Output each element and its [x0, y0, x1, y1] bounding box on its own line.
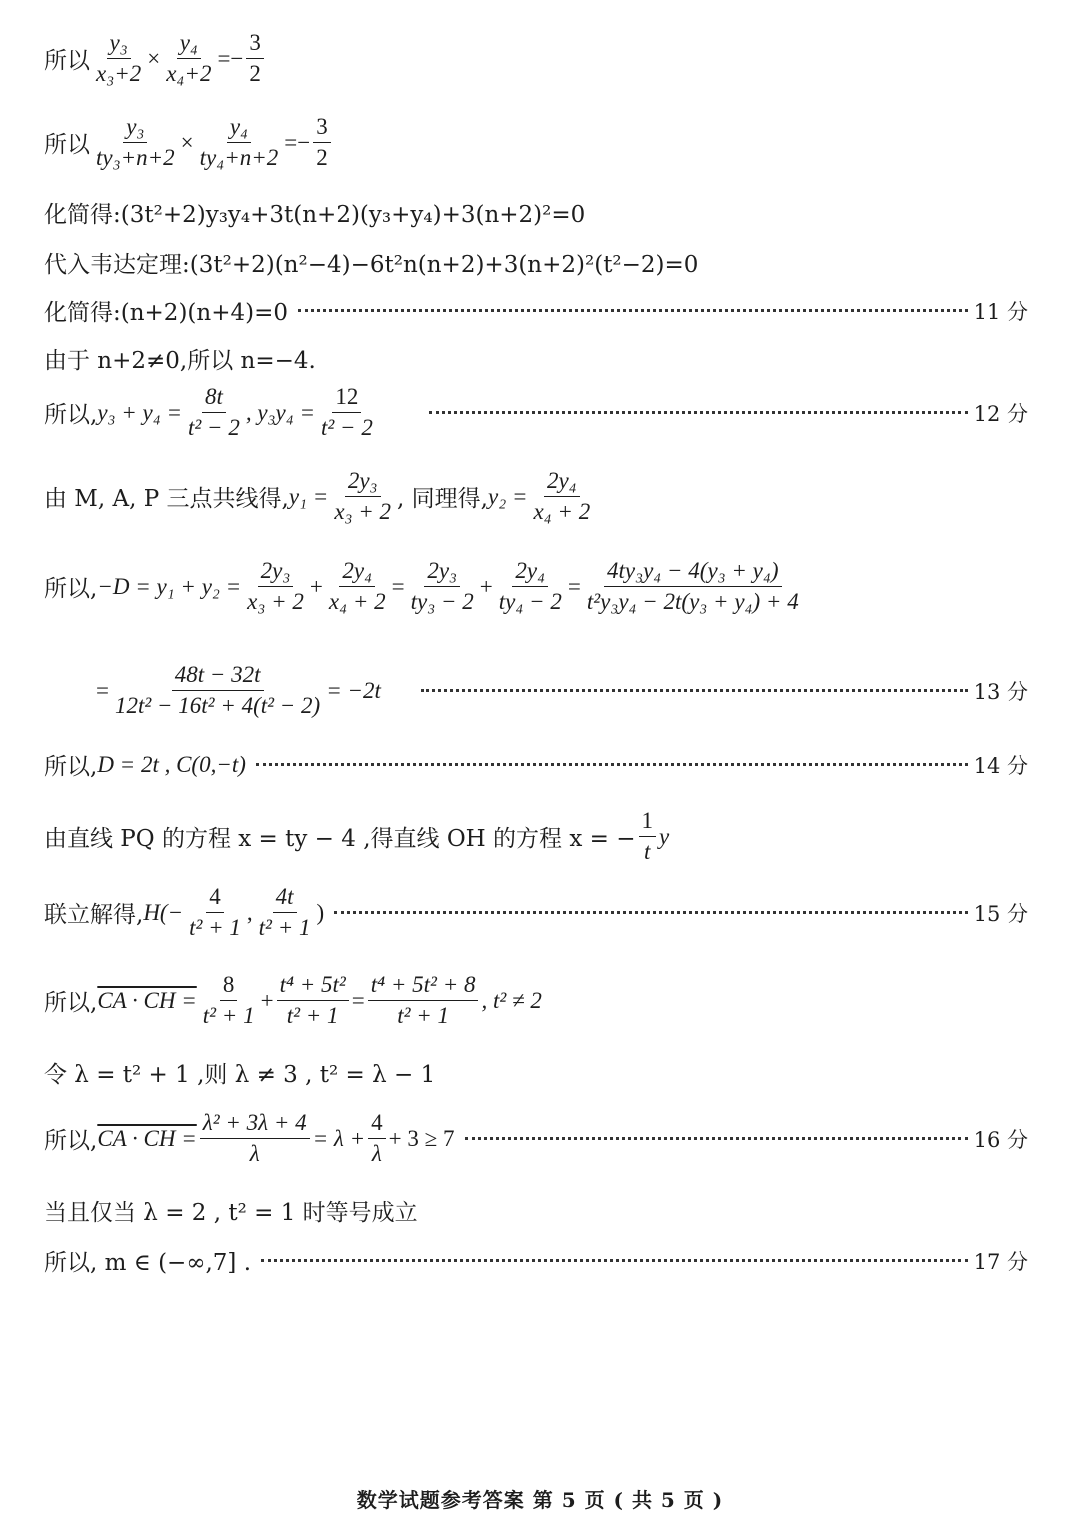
- operator: =−: [284, 129, 311, 155]
- prefix: 由直线 PQ 的方程 x = ty − 4 ,得直线 OH 的方程 x = −: [44, 826, 636, 852]
- line-9: 所以, −D = y₁ + y₂ = $\frac{\text{2y₃}}{\text{x₃ + 2}}$ + $\frac{\text{2y₄}}{\text{x₄ + 2}}$ = $\frac{\text{2y₃}}{\text{ty₃ − 2}}$ + $\frac{\text{2y₄}}{\text{ty₄ − 2}}$ = $\frac{\text{4ty₃y₄ − 4(y₃ + y₄)}}{\text{t²y₃y₄ − 2t(y₃ + y₄) + 4}}$: [44, 556, 1028, 617]
- fraction: $\frac{4t}{\text{t² + 1}}$: [258, 884, 311, 940]
- prefix: 所以,: [44, 754, 98, 780]
- fraction: $\frac{\text{2y₄}}{\text{ty₄ − 2}}$: [498, 558, 562, 614]
- fraction: $\frac{\text{2y₃}}{\text{x₃ + 2}}$: [334, 468, 392, 524]
- math-text: = λ +: [312, 1125, 366, 1151]
- line-4: [44, 246, 1028, 279]
- math-text: =: [351, 987, 365, 1013]
- equation-text: 代入韦达定理:(3t²+2)(n²−4)−6t²n(n+2)+3(n+2)²(t²−2)=0: [44, 252, 699, 278]
- fraction: $\frac{\text{4ty₃y₄ − 4(y₃ + y₄)}}{\text{t²y₃y₄ − 2t(y₃ + y₄) + 4}}$: [586, 558, 799, 614]
- dotted-leader: [429, 411, 968, 414]
- score-label: 15 分: [973, 901, 1028, 926]
- fraction: $\frac{\text{y₃}}{\text{x₃+2}}$: [96, 30, 142, 86]
- prefix: 所以,: [44, 402, 98, 428]
- fraction: $\frac{\text{y₄}}{\text{x₄+2}}$: [166, 30, 212, 86]
- math-text: + 3 ≥ 7: [388, 1125, 455, 1151]
- fraction: $\frac{8t}{\text{t² − 2}}$: [188, 384, 240, 440]
- math-text: y: [659, 823, 670, 849]
- math-text: −D = y₁ + y₂ =: [97, 573, 242, 599]
- line-10: [96, 660, 1028, 721]
- dotted-leader: [256, 763, 968, 766]
- dotted-leader: [421, 689, 968, 692]
- line-1: [44, 28, 1028, 89]
- score-label: 14 分: [973, 753, 1028, 778]
- fraction: $\frac{\text{2y₄}}{\text{x₄ + 2}}$: [533, 468, 591, 524]
- vector-text: CA · CH =: [97, 1125, 197, 1151]
- line-12: [44, 806, 1028, 867]
- math-text: y₃ + y₄ =: [97, 399, 183, 425]
- operator: ×: [180, 129, 194, 155]
- operator: =−: [217, 45, 244, 71]
- equation-text: 由于 n+2≠0,所以 n=−4.: [44, 348, 316, 374]
- prefix: 所以: [44, 48, 90, 74]
- math-text: , t² ≠ 2: [481, 987, 542, 1013]
- equation-text: 当且仅当 λ = 2 , t² = 1 时等号成立: [44, 1200, 418, 1226]
- fraction: $\frac{12}{\text{t² − 2}}$: [321, 384, 373, 440]
- fraction: $\frac{\text{2y₃}}{\text{ty₃ − 2}}$: [410, 558, 474, 614]
- prefix: 由 M, A, P 三点共线得,: [44, 486, 289, 512]
- line-6: [44, 342, 1028, 375]
- equation-text: 化简得:(3t²+2)y₃y₄+3t(n+2)(y₃+y₄)+3(n+2)²=0: [44, 202, 586, 228]
- prefix: 联立解得,: [44, 902, 144, 928]
- fraction: $\frac{\text{y₄}}{\text{ty₄+n+2}}$: [199, 114, 279, 170]
- math-text: H(−: [143, 899, 184, 925]
- fraction: $\frac{48t - 32t}{\text{12t² − 16t² + 4(t² − 2)}}$: [114, 662, 321, 718]
- line-14: [44, 970, 1028, 1031]
- prefix: 所以: [44, 132, 90, 158]
- fraction: $\frac{8}{\text{t² + 1}}$: [202, 972, 255, 1028]
- page-footer: 数学试题参考答案 第 5 页 ( 共 5 页 ): [356, 1488, 724, 1512]
- equation-text: 令 λ = t² + 1 ,则 λ ≠ 3 , t² = λ − 1: [44, 1062, 436, 1088]
- operator: ×: [147, 45, 161, 71]
- prefix: 所以,: [44, 576, 98, 602]
- dotted-leader: [261, 1259, 968, 1262]
- text: , 同理得,: [397, 486, 488, 512]
- line-2: [44, 112, 1028, 173]
- math-text: +: [260, 987, 274, 1013]
- fraction: $\frac{4}{\lambda}$: [368, 1108, 386, 1169]
- fraction: $\frac{\text{λ² + 3λ + 4}}{\lambda}$: [200, 1108, 310, 1169]
- line-17: [44, 1194, 1028, 1227]
- score-label: 16 分: [973, 1127, 1028, 1152]
- score-label: 17 分: [973, 1249, 1028, 1274]
- line-18: [44, 1244, 1028, 1277]
- math-text: , y₃y₄ =: [245, 399, 316, 425]
- fraction: $\frac{1}{t}$: [639, 806, 657, 867]
- dotted-leader: [298, 309, 968, 312]
- line-15: [44, 1056, 1028, 1089]
- fraction: $\frac{\text{t⁴ + 5t² + 8}}{\text{t² + 1}}$: [368, 970, 479, 1031]
- line-3: [44, 196, 1028, 229]
- fraction: $\frac{3}{2}$: [246, 28, 264, 89]
- line-16: [44, 1108, 1028, 1169]
- vector-text: CA · CH =: [97, 987, 197, 1013]
- fraction: $\frac{\text{2y₄}}{\text{x₄ + 2}}$: [328, 558, 386, 614]
- score-label: 13 分: [973, 679, 1028, 704]
- equation-text: 化简得:(n+2)(n+4)=0: [44, 300, 288, 326]
- line-13: [44, 882, 1028, 943]
- math-text: = −2t: [326, 677, 381, 703]
- math-text: ): [316, 899, 325, 925]
- fraction: $\frac{3}{2}$: [313, 112, 331, 173]
- line-5: [44, 294, 1028, 327]
- line-11: [44, 748, 1028, 781]
- score-label: 12 分: [973, 401, 1028, 426]
- dotted-leader: [334, 911, 967, 914]
- math-text: D = 2t , C(0,−t): [97, 751, 246, 777]
- dotted-leader: [465, 1137, 968, 1140]
- prefix: 所以,: [44, 990, 98, 1016]
- score-label: 11 分: [973, 299, 1028, 324]
- fraction: $\frac{\text{t⁴ + 5t²}}{\text{t² + 1}}$: [277, 970, 349, 1031]
- math-text: y₂ =: [487, 483, 528, 509]
- line-7: [44, 382, 1028, 443]
- math-text: =: [96, 677, 109, 703]
- prefix: 所以,: [44, 1128, 98, 1154]
- fraction: $\frac{\text{y₃}}{\text{ty₃+n+2}}$: [96, 114, 175, 170]
- fraction: $\frac{\text{2y₃}}{\text{x₃ + 2}}$: [247, 558, 304, 614]
- math-text: ,: [246, 899, 253, 925]
- equation-text: 所以, m ∈ (−∞,7] .: [44, 1250, 252, 1276]
- fraction: $\frac{4}{\text{t² + 1}}$: [189, 884, 241, 940]
- line-8: [44, 466, 1028, 527]
- math-text: y₁ =: [288, 483, 329, 509]
